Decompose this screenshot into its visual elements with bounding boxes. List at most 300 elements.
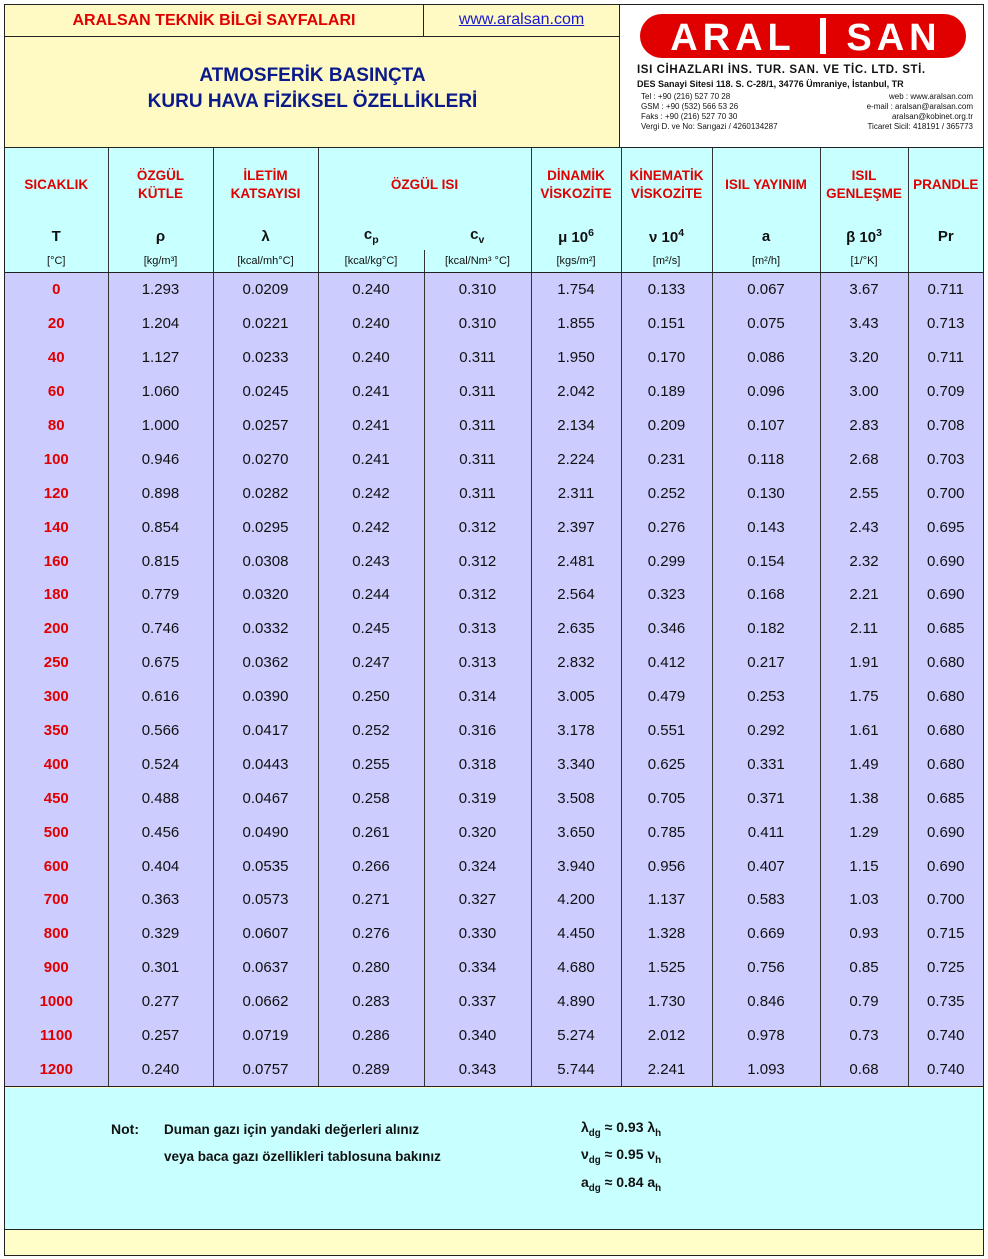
temperature-cell: 900: [5, 951, 108, 985]
temperature-cell: 40: [5, 341, 108, 375]
temperature-cell: 20: [5, 307, 108, 341]
temperature-cell: 140: [5, 510, 108, 544]
table-cell: 0.314: [424, 680, 531, 714]
table-cell: 0.271: [318, 883, 424, 917]
table-cell: 0.266: [318, 849, 424, 883]
table-cell: 0.154: [712, 544, 820, 578]
table-cell: 1.950: [531, 341, 621, 375]
table-cell: 0.363: [108, 883, 213, 917]
table-cell: 0.713: [908, 307, 983, 341]
table-cell: 0.130: [712, 476, 820, 510]
document-title: [5, 63, 620, 115]
unit-cell: [kcal/mh°C]: [213, 250, 318, 273]
table-cell: 1.093: [712, 1052, 820, 1086]
table-cell: 0.257: [108, 1019, 213, 1053]
table-cell: 5.274: [531, 1019, 621, 1053]
table-row: [5, 273, 983, 307]
table-cell: 2.224: [531, 442, 621, 476]
table-cell: 0.0573: [213, 883, 318, 917]
col-header-temperature: SICAKLIK: [5, 148, 108, 222]
table-cell: 0.79: [820, 985, 908, 1019]
unit-cell: [kgs/m²]: [531, 250, 621, 273]
company-address: DES Sanayi Sitesi 118. S. C-28/1, 34776 Ümraniye, İstanbul, TR: [637, 79, 904, 89]
table-cell: 0.280: [318, 951, 424, 985]
table-cell: 0.680: [908, 646, 983, 680]
table-cell: 1.137: [621, 883, 712, 917]
table-cell: 0.313: [424, 612, 531, 646]
temperature-cell: 350: [5, 714, 108, 748]
table-cell: 3.00: [820, 375, 908, 409]
table-cell: 0.301: [108, 951, 213, 985]
table-cell: 0.313: [424, 646, 531, 680]
table-cell: 0.779: [108, 578, 213, 612]
table-cell: 2.832: [531, 646, 621, 680]
table-cell: 0.242: [318, 476, 424, 510]
document-title-line1: ATMOSFERİK BASINÇTA: [199, 65, 426, 86]
temperature-cell: 800: [5, 917, 108, 951]
temperature-cell: 200: [5, 612, 108, 646]
table-cell: 0.240: [318, 307, 424, 341]
site-title: ARALSAN TEKNİK BİLGİ SAYFALARI: [72, 12, 356, 29]
table-cell: 0.524: [108, 747, 213, 781]
temperature-cell: 600: [5, 849, 108, 883]
document-title-line2: KURU HAVA FİZİKSEL ÖZELLİKLERİ: [147, 91, 478, 112]
table-cell: 0.73: [820, 1019, 908, 1053]
table-cell: 0.312: [424, 510, 531, 544]
table-cell: 1.328: [621, 917, 712, 951]
table-cell: 0.0320: [213, 578, 318, 612]
table-cell: 1.91: [820, 646, 908, 680]
table-cell: 2.241: [621, 1052, 712, 1086]
table-cell: 0.479: [621, 680, 712, 714]
table-cell: 0.310: [424, 273, 531, 307]
logo-text-right: SAN: [846, 17, 942, 59]
table-cell: 2.397: [531, 510, 621, 544]
table-cell: 0.231: [621, 442, 712, 476]
table-cell: 0.685: [908, 612, 983, 646]
table-cell: 0.318: [424, 747, 531, 781]
table-cell: 1.754: [531, 273, 621, 307]
col-header-conductivity: İLETİM KATSAYISI: [213, 148, 318, 222]
table-cell: 0.240: [108, 1052, 213, 1086]
table-cell: 0.685: [908, 781, 983, 815]
table-cell: 2.012: [621, 1019, 712, 1053]
temperature-cell: 700: [5, 883, 108, 917]
table-cell: 0.616: [108, 680, 213, 714]
table-cell: 0.85: [820, 951, 908, 985]
table-cell: 0.725: [908, 951, 983, 985]
table-cell: 3.940: [531, 849, 621, 883]
unit-cell: [908, 250, 983, 273]
table-cell: 2.635: [531, 612, 621, 646]
header-divider: [5, 36, 620, 37]
table-cell: 0.299: [621, 544, 712, 578]
table-row: [5, 849, 983, 883]
table-cell: 0.311: [424, 375, 531, 409]
table-cell: 0.255: [318, 747, 424, 781]
table-cell: 0.292: [712, 714, 820, 748]
table-cell: 1.000: [108, 409, 213, 443]
table-cell: 0.785: [621, 815, 712, 849]
table-cell: 0.0757: [213, 1052, 318, 1086]
table-row: [5, 917, 983, 951]
table-cell: 0.0282: [213, 476, 318, 510]
table-row: [5, 951, 983, 985]
table-cell: 0.311: [424, 341, 531, 375]
table-cell: 0.118: [712, 442, 820, 476]
table-cell: 0.700: [908, 476, 983, 510]
table-cell: 0.331: [712, 747, 820, 781]
table-cell: 0.695: [908, 510, 983, 544]
table-cell: 0.0390: [213, 680, 318, 714]
table-cell: 1.38: [820, 781, 908, 815]
table-cell: 0.956: [621, 849, 712, 883]
note-panel: [5, 1088, 983, 1230]
table-row: [5, 781, 983, 815]
table-cell: 0.978: [712, 1019, 820, 1053]
table-cell: 1.75: [820, 680, 908, 714]
table-cell: 0.283: [318, 985, 424, 1019]
table-cell: 0.708: [908, 409, 983, 443]
table-cell: 0.703: [908, 442, 983, 476]
table-cell: 1.03: [820, 883, 908, 917]
table-cell: 0.690: [908, 849, 983, 883]
table-cell: 3.178: [531, 714, 621, 748]
logo-text-left: ARAL: [670, 17, 796, 59]
table-cell: 1.293: [108, 273, 213, 307]
table-cell: 0.0719: [213, 1019, 318, 1053]
table-cell: 0.735: [908, 985, 983, 1019]
table-cell: 1.525: [621, 951, 712, 985]
symbol-mu: μ $10^6$: [531, 222, 621, 250]
table-row: [5, 680, 983, 714]
table-row: [5, 1052, 983, 1086]
col-header-thermal-expansion: ISIL GENLEŞME: [820, 148, 908, 222]
table-cell: 1.127: [108, 341, 213, 375]
unit-cell: [1/°K]: [820, 250, 908, 273]
company-email-alt: aralsan@kobinet.org.tr: [891, 112, 973, 121]
table-cell: 0.277: [108, 985, 213, 1019]
table-cell: 1.29: [820, 815, 908, 849]
col-header-density: ÖZGÜL KÜTLE: [108, 148, 213, 222]
table-cell: 0.170: [621, 341, 712, 375]
table-cell: 0.709: [908, 375, 983, 409]
table-cell: 4.680: [531, 951, 621, 985]
temperature-cell: 1000: [5, 985, 108, 1019]
symbol-rho: ρ: [108, 222, 213, 250]
table-row: [5, 646, 983, 680]
table-cell: 0.311: [424, 442, 531, 476]
formula-nu: $\nu_{dg} \approx 0.95$ $\nu_h$: [581, 1146, 662, 1166]
table-cell: 0.240: [318, 341, 424, 375]
table-cell: 0.711: [908, 273, 983, 307]
temperature-cell: 60: [5, 375, 108, 409]
temperature-cell: 500: [5, 815, 108, 849]
table-cell: 0.93: [820, 917, 908, 951]
table-cell: 1.49: [820, 747, 908, 781]
company-web: web : www.aralsan.com: [888, 92, 973, 101]
company-trade-registry: Ticaret Sicil: 418191 / 365773: [867, 122, 973, 131]
table-cell: 1.61: [820, 714, 908, 748]
symbol-a: a: [712, 222, 820, 250]
table-cell: 0.289: [318, 1052, 424, 1086]
table-cell: 0.324: [424, 849, 531, 883]
table-cell: 0.241: [318, 409, 424, 443]
symbol-row: [5, 222, 983, 250]
table-cell: 0.241: [318, 375, 424, 409]
table-cell: 1.060: [108, 375, 213, 409]
table-cell: 1.855: [531, 307, 621, 341]
table-cell: 0.143: [712, 510, 820, 544]
temperature-cell: 120: [5, 476, 108, 510]
table-cell: 0.327: [424, 883, 531, 917]
table-cell: 0.680: [908, 747, 983, 781]
table-cell: 0.276: [318, 917, 424, 951]
table-cell: 0.680: [908, 714, 983, 748]
logo-graphic: [638, 11, 968, 61]
unit-cell: [kg/m³]: [108, 250, 213, 273]
table-cell: 0.690: [908, 544, 983, 578]
table-cell: 0.0295: [213, 510, 318, 544]
table-cell: 0.898: [108, 476, 213, 510]
table-cell: 1.15: [820, 849, 908, 883]
table-row: [5, 409, 983, 443]
table-row: [5, 985, 983, 1019]
symbol-nu: ν $10^4$: [621, 222, 712, 250]
table-cell: 0.815: [108, 544, 213, 578]
table-row: [5, 612, 983, 646]
table-cell: 0.217: [712, 646, 820, 680]
table-cell: 0.310: [424, 307, 531, 341]
unit-cell: [kcal/kg°C]: [318, 250, 424, 273]
symbol-cv: $c_v$: [424, 222, 531, 250]
table-cell: 0.316: [424, 714, 531, 748]
table-cell: 0.189: [621, 375, 712, 409]
table-cell: 0.250: [318, 680, 424, 714]
table-cell: 2.311: [531, 476, 621, 510]
table-cell: 0.669: [712, 917, 820, 951]
temperature-cell: 1200: [5, 1052, 108, 1086]
table-cell: 0.715: [908, 917, 983, 951]
table-cell: 0.846: [712, 985, 820, 1019]
column-header-row: [5, 148, 983, 222]
temperature-cell: 300: [5, 680, 108, 714]
table-cell: 0.182: [712, 612, 820, 646]
col-header-kinematic-viscosity: KİNEMATİK VİSKOZİTE: [621, 148, 712, 222]
table-cell: 0.253: [712, 680, 820, 714]
table-cell: 0.0270: [213, 442, 318, 476]
unit-row: [5, 250, 983, 273]
table-cell: 5.744: [531, 1052, 621, 1086]
table-cell: 0.756: [712, 951, 820, 985]
temperature-cell: 400: [5, 747, 108, 781]
company-logo: [638, 11, 968, 61]
table-row: [5, 815, 983, 849]
table-row: [5, 1019, 983, 1053]
table-cell: 2.134: [531, 409, 621, 443]
temperature-cell: 160: [5, 544, 108, 578]
table-row: [5, 476, 983, 510]
table-cell: 0.242: [318, 510, 424, 544]
table-cell: 1.730: [621, 985, 712, 1019]
temperature-cell: 100: [5, 442, 108, 476]
table-row: [5, 578, 983, 612]
temperature-cell: 180: [5, 578, 108, 612]
table-cell: 0.209: [621, 409, 712, 443]
symbol-beta: β $10^3$: [820, 222, 908, 250]
table-cell: 3.43: [820, 307, 908, 341]
note-line-2: veya baca gazı özellikleri tablosuna bakınız: [164, 1149, 441, 1164]
table-cell: 0.675: [108, 646, 213, 680]
temperature-cell: 450: [5, 781, 108, 815]
table-cell: 3.508: [531, 781, 621, 815]
table-cell: 0.244: [318, 578, 424, 612]
table-cell: 0.311: [424, 476, 531, 510]
temperature-cell: 80: [5, 409, 108, 443]
table-cell: 3.340: [531, 747, 621, 781]
table-cell: 0.583: [712, 883, 820, 917]
company-fax: Faks : +90 (216) 527 70 30: [641, 112, 738, 121]
table-cell: 0.0662: [213, 985, 318, 1019]
table-cell: 0.488: [108, 781, 213, 815]
table-cell: 0.0332: [213, 612, 318, 646]
table-cell: 0.261: [318, 815, 424, 849]
table-cell: 0.0233: [213, 341, 318, 375]
symbol-cp: $c_p$: [318, 222, 424, 250]
table-cell: 4.200: [531, 883, 621, 917]
table-cell: 0.0467: [213, 781, 318, 815]
table-cell: 0.711: [908, 341, 983, 375]
table-cell: 0.323: [621, 578, 712, 612]
table-cell: 2.11: [820, 612, 908, 646]
table-cell: 0.067: [712, 273, 820, 307]
table-cell: 0.700: [908, 883, 983, 917]
table-cell: 2.481: [531, 544, 621, 578]
table-cell: 0.320: [424, 815, 531, 849]
table-cell: 0.243: [318, 544, 424, 578]
table-cell: 0.680: [908, 680, 983, 714]
table-cell: 0.075: [712, 307, 820, 341]
table-cell: 0.456: [108, 815, 213, 849]
table-cell: 0.551: [621, 714, 712, 748]
table-cell: 0.0443: [213, 747, 318, 781]
table-cell: 0.0535: [213, 849, 318, 883]
table-cell: 0.68: [820, 1052, 908, 1086]
table-cell: 0.705: [621, 781, 712, 815]
table-cell: 0.286: [318, 1019, 424, 1053]
col-header-thermal-diffusivity: ISIL YAYINIM: [712, 148, 820, 222]
col-header-dynamic-viscosity: DİNAMİK VİSKOZİTE: [531, 148, 621, 222]
symbol-T: T: [5, 222, 108, 250]
table-cell: 0.107: [712, 409, 820, 443]
table-cell: 3.005: [531, 680, 621, 714]
table-cell: 2.55: [820, 476, 908, 510]
table-cell: 0.371: [712, 781, 820, 815]
logo-separator: [820, 18, 826, 54]
unit-cell: [kcal/Nm³ °C]: [424, 250, 531, 273]
table-cell: 0.334: [424, 951, 531, 985]
table-cell: 0.168: [712, 578, 820, 612]
company-email: e-mail : aralsan@aralsan.com: [866, 102, 973, 111]
table-cell: 4.890: [531, 985, 621, 1019]
table-cell: 0.329: [108, 917, 213, 951]
table-cell: 0.740: [908, 1019, 983, 1053]
table-cell: 0.411: [712, 815, 820, 849]
site-url-link[interactable]: www.aralsan.com: [458, 11, 585, 28]
note-line-1: Duman gazı için yandaki değerleri alınız: [164, 1122, 420, 1137]
table-cell: 0.625: [621, 747, 712, 781]
temperature-cell: 1100: [5, 1019, 108, 1053]
company-tel: Tel : +90 (216) 527 70 28: [641, 92, 731, 101]
temperature-cell: 250: [5, 646, 108, 680]
table-cell: 2.68: [820, 442, 908, 476]
col-header-specific-heat: ÖZGÜL ISI: [318, 148, 531, 222]
table-cell: 3.67: [820, 273, 908, 307]
unit-cell: [°C]: [5, 250, 108, 273]
table-row: [5, 883, 983, 917]
table-cell: 0.0607: [213, 917, 318, 951]
formula-a: $a_{dg} \approx 0.84$ $a_h$: [581, 1174, 662, 1194]
table-cell: 0.330: [424, 917, 531, 951]
table-row: [5, 714, 983, 748]
table-cell: 0.319: [424, 781, 531, 815]
table-cell: 0.343: [424, 1052, 531, 1086]
table-cell: 2.43: [820, 510, 908, 544]
table-cell: 0.0221: [213, 307, 318, 341]
table-cell: 3.20: [820, 341, 908, 375]
table-cell: 0.0257: [213, 409, 318, 443]
table-cell: 0.086: [712, 341, 820, 375]
table-cell: 0.312: [424, 578, 531, 612]
table-cell: 0.252: [621, 476, 712, 510]
table-cell: 0.407: [712, 849, 820, 883]
table-cell: 0.258: [318, 781, 424, 815]
table-cell: 3.650: [531, 815, 621, 849]
table-cell: 2.21: [820, 578, 908, 612]
table-cell: 2.564: [531, 578, 621, 612]
table-cell: 0.276: [621, 510, 712, 544]
table-cell: 0.566: [108, 714, 213, 748]
symbol-pr: Pr: [908, 222, 983, 250]
table-cell: 0.0308: [213, 544, 318, 578]
table-cell: 0.412: [621, 646, 712, 680]
page: [4, 4, 984, 1256]
table-cell: 2.32: [820, 544, 908, 578]
company-name: ISI CİHAZLARI İNS. TUR. SAN. VE TİC. LTD. STİ.: [637, 64, 926, 76]
table-cell: 0.0490: [213, 815, 318, 849]
col-header-prandtl: PRANDLE: [908, 148, 983, 222]
table-cell: 0.312: [424, 544, 531, 578]
table-cell: 0.151: [621, 307, 712, 341]
table-cell: 0.740: [908, 1052, 983, 1086]
table-cell: 0.746: [108, 612, 213, 646]
table-cell: 0.0417: [213, 714, 318, 748]
table-row: [5, 375, 983, 409]
table-row: [5, 544, 983, 578]
table-cell: 0.0637: [213, 951, 318, 985]
unit-cell: [m²/s]: [621, 250, 712, 273]
note-label: Not:: [111, 1121, 139, 1137]
table-cell: 0.0362: [213, 646, 318, 680]
temperature-cell: 0: [5, 273, 108, 307]
table-row: [5, 510, 983, 544]
table-row: [5, 341, 983, 375]
table-cell: 2.042: [531, 375, 621, 409]
table-cell: 0.346: [621, 612, 712, 646]
table-row: [5, 747, 983, 781]
company-gsm: GSM : +90 (532) 566 53 26: [641, 102, 739, 111]
formula-lambda: $\lambda_{dg} \approx 0.93$ $\lambda_h$: [581, 1119, 662, 1139]
